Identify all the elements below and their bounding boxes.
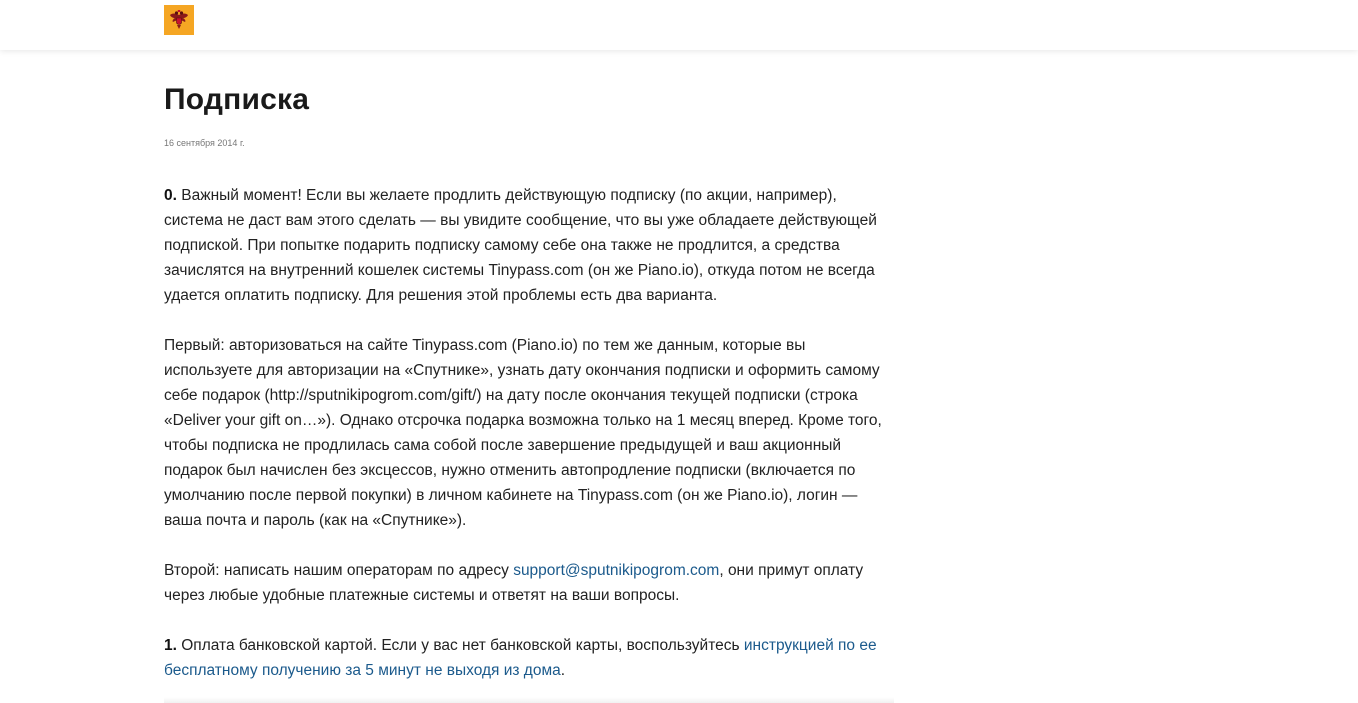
site-header <box>0 0 1358 50</box>
paragraph-0 <box>164 183 894 308</box>
publish-date: 16 сентября 2014 г. <box>164 138 245 148</box>
paragraph-text: Оплата банковской картой. Если у вас нет банковской карты, воспользуйтесь <box>176 637 744 654</box>
paragraph-number: 1. <box>164 637 177 654</box>
paragraph-text: Важный момент! Если вы желаете продлить действующую подписку (по акции, например), система не даст вам этого сделать — вы увидите сообщение, что вы уже обладаете действующей подпиской. При попытке подарить подписку самому себе она также не продлится, а средства зачислятся на внутренний кошелек системы Tinypass.com (он же Piano.io), откуда потом не всегда удается оплатить подписку. Для решения этой проблемы есть два варианта. <box>164 187 877 304</box>
paragraph-1 <box>164 633 894 683</box>
paragraph-second-option <box>164 558 894 608</box>
card-instruction-link[interactable]: инструкцией по ее бесплатному получению за 5 минут не выходя из дома <box>164 637 877 679</box>
paragraph-text: , они примут оплату через любые удобные платежные системы и ответят на ваши вопросы. <box>164 562 864 604</box>
paragraph-first-option: Первый: авторизоваться на сайте Tinypass.com (Piano.io) по тем же данным, которые вы используете для авторизации на «Спутнике», узнать дату окончания подписки и оформить самому себе подарок (http://sputnikipogrom.com/gift/) на дату после окончания текущей подписки (строка «Deliver your gift on…»). Однако отсрочка подарка возможна только на 1 месяц вперед. Кроме того, чтобы подписка не продлилась сама собой после завершение предыдущей и ваш акционный подарок был начислен без эксцессов, нужно отменить автопродление подписки (включается по умолчанию после первой покупки) в личном кабинете на Tinypass.com (он же Piano.io), логин — ваша почта и пароль (как на «Спутнике»). <box>164 337 882 529</box>
paragraph-text: Второй: написать нашим операторам по адресу <box>164 562 514 579</box>
paragraph-number: 0. <box>164 187 177 204</box>
double-headed-eagle-icon <box>168 9 190 31</box>
paragraph-text: . <box>560 662 566 679</box>
support-email-link[interactable]: support@sputnikipogrom.com <box>513 562 720 579</box>
site-logo[interactable] <box>164 5 194 35</box>
article <box>164 50 894 683</box>
page-title: Подписка <box>164 83 310 116</box>
content-fade <box>164 697 894 703</box>
